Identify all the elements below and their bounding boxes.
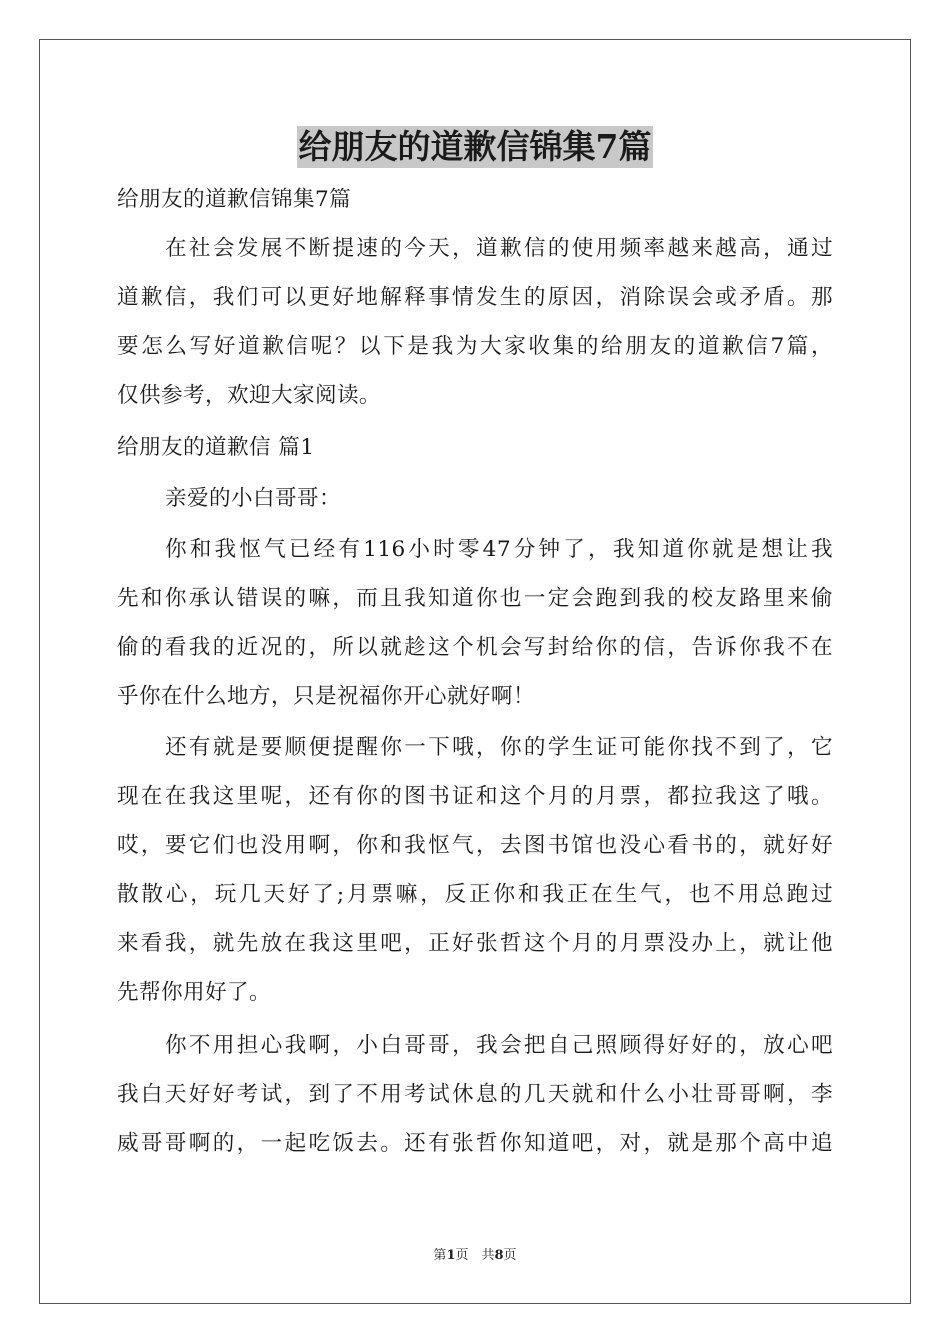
paragraph-line: 现在在我这里呢，还有你的图书证和这个月的月票，都拉我这了哦。 [117,784,833,809]
page-footer [0,1247,950,1265]
paragraph-line: 我白天好好考试，到了不用考试休息的几天就和什么小壮哥哥啊，李 [117,1082,833,1107]
paragraph-line: 威哥哥啊的，一起吃饭去。还有张哲你知道吧，对，就是那个高中追 [117,1131,833,1156]
paragraph-line: 你不用担心我啊，小白哥哥，我会把自己照顾得好好的，放心吧 [165,1033,833,1058]
paragraph-line: 你和我怄气已经有116小时零47分钟了，我知道你就是想让我 [165,537,833,562]
paragraph-line: 散散心，玩几天好了;月票嘛，反正你和我正在生气，也不用总跑过 [117,882,833,907]
paragraph-line: 先帮你用好了。 [117,980,271,1005]
page-suffix: 页 [503,1248,517,1263]
paragraph-line: 先和你承认错误的嘛，而且我知道你也一定会跑到我的校友路里来偷 [117,586,833,611]
paragraph-line: 偷的看我的近况的，所以就趁这个机会写封给你的信，告诉你我不在 [117,635,833,660]
paragraph-line: 来看我，就先放在我这里吧，正好张哲这个月的月票没办上，就让他 [117,931,833,956]
page-total: 8 [494,1248,504,1263]
page-prefix: 第 [433,1248,447,1263]
intro-line: 仅供参考，欢迎大家阅读。 [117,383,381,408]
paragraph-line: 还有就是要顺便提醒你一下哦，你的学生证可能你找不到了，它 [165,735,833,760]
document-subtitle: 给朋友的道歉信锦集7篇 [117,187,352,212]
title-container [0,126,950,168]
paragraph-line: 乎你在什么地方，只是祝福你开心就好啊！ [117,684,535,709]
intro-line: 要怎么写好道歉信呢？以下是我为大家收集的给朋友的道歉信7篇， [117,334,833,359]
paragraph-line: 哎，要它们也没用啊，你和我怄气，去图书馆也没心看书的，就好好 [117,833,833,858]
page-mid: 页 共 [455,1248,495,1263]
salutation: 亲爱的小白哥哥： [165,486,341,511]
page-border [39,39,911,1304]
section-heading: 给朋友的道歉信 篇1 [117,435,315,460]
page-current: 1 [446,1248,456,1263]
intro-line: 道歉信，我们可以更好地解释事情发生的原因，消除误会或矛盾。那 [117,285,833,310]
document-title: 给朋友的道歉信锦集7篇 [298,127,652,166]
intro-line: 在社会发展不断提速的今天，道歉信的使用频率越来越高，通过 [165,236,833,261]
